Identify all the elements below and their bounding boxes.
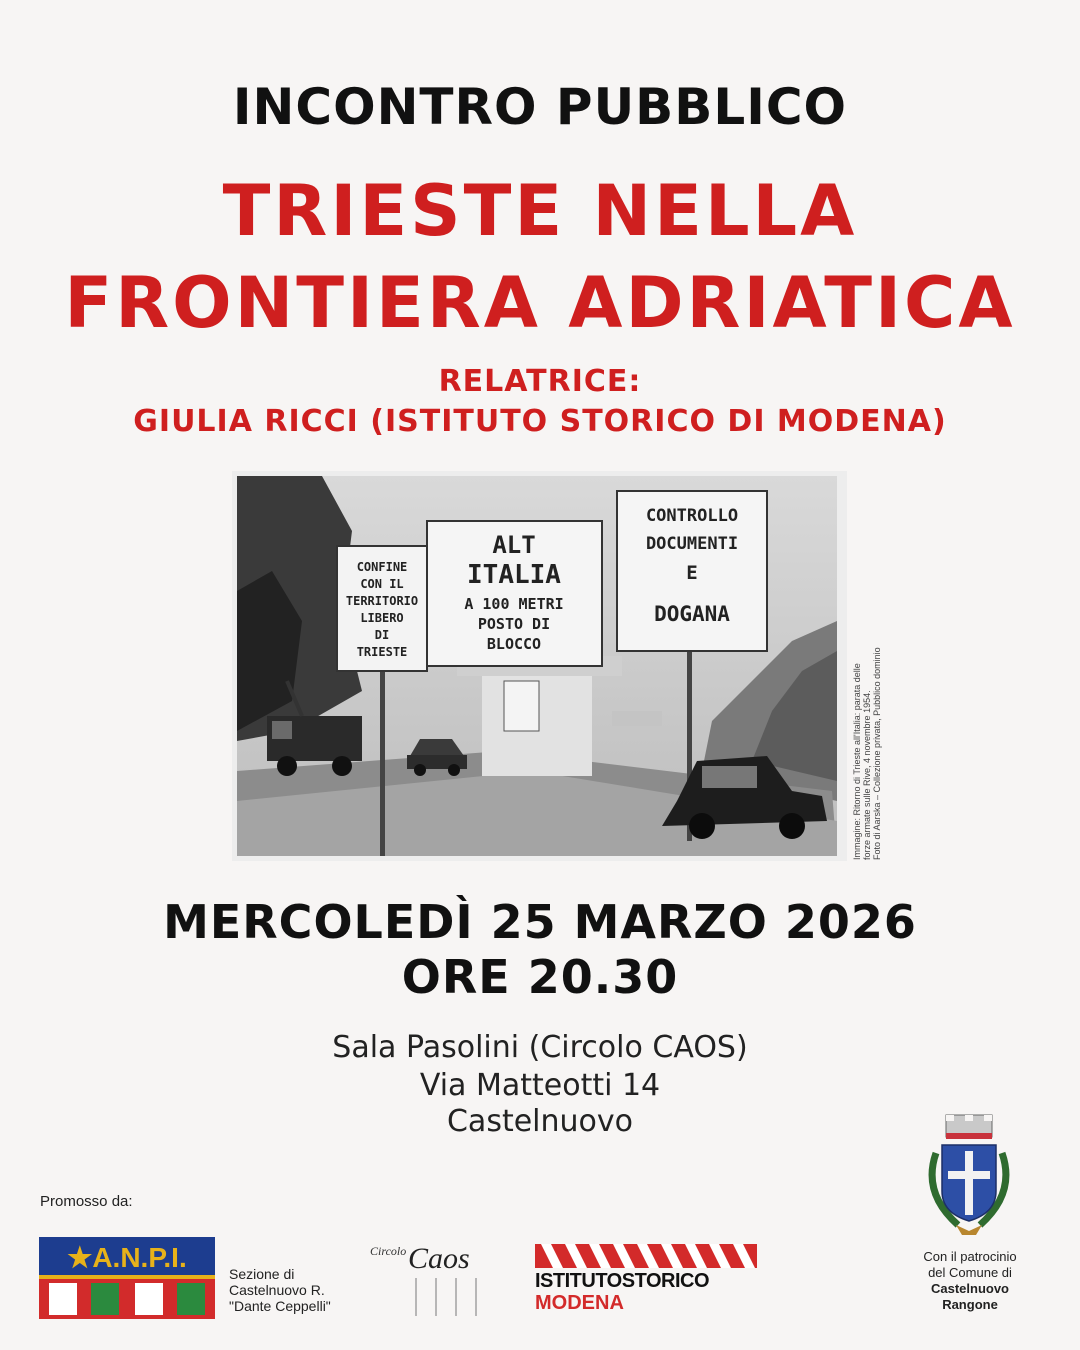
photo-credit-line1: Immagine: Ritorno di Trieste all'Italia: parata delle [852, 663, 862, 860]
sign-left-line1: CONFINE [356, 560, 408, 574]
sign-left-line3: TERRITORIO [345, 594, 419, 608]
patronage-line3: Castelnuovo [930, 1281, 1009, 1296]
anpi-section-line1: Sezione di [229, 1266, 295, 1282]
photo-credit [852, 620, 882, 860]
circolo-caos-logo [366, 1242, 496, 1322]
event-time: ORE 20.30 [401, 950, 679, 1004]
anpi-section-line3: "Dante Ceppelli" [229, 1298, 331, 1314]
sign-center-line2: ITALIA [467, 560, 561, 590]
sign-center-line3: A 100 METRI [464, 595, 564, 613]
istituto-storico-stripes [535, 1244, 757, 1268]
sign-center-line5: BLOCCO [486, 635, 542, 653]
venue-name: Sala Pasolini (Circolo CAOS) [332, 1030, 748, 1065]
sign-left-line2: CON IL [360, 577, 404, 591]
patronage-line4: Rangone [942, 1297, 998, 1312]
sign-right-line3: E [686, 562, 698, 584]
sign-center-line4: POSTO DI [477, 615, 551, 633]
caos-logo-decoration [406, 1278, 496, 1318]
istituto-storico-logo [535, 1244, 757, 1316]
photo-illustration [232, 471, 847, 861]
sign-right-line4: DOGANA [654, 602, 730, 626]
photo-credit-line2: forze armate sulle Rive, 4 novembre 1954. [862, 690, 872, 860]
patronage-text [880, 1249, 1060, 1313]
photo-credit-line3: Foto di Aarska – Collezione privata, Pubblico dominio [872, 647, 882, 860]
venue-address: Via Matteotti 14 [419, 1068, 661, 1103]
caos-logo-big-text: Caos [408, 1242, 470, 1275]
sign-left-line4: LIBERO [360, 611, 404, 625]
speaker-label: RELATRICE: [438, 364, 642, 399]
anpi-section-text [229, 1266, 331, 1314]
event-title-line1: TRIESTE NELLA [222, 170, 858, 252]
sign-left-line5: DI [374, 628, 390, 642]
anpi-logo [39, 1237, 215, 1319]
event-date: MERCOLEDÌ 25 MARZO 2026 [163, 895, 917, 949]
sign-left-line6: TRIESTE [356, 645, 408, 659]
anpi-logo-text: ★A.N.P.I. [67, 1242, 187, 1273]
event-kicker: INCONTRO PUBBLICO [232, 78, 848, 136]
istituto-storico-name: ISTITUTOSTORICO [535, 1270, 709, 1292]
promoted-by-label: Promosso da: [40, 1193, 133, 1210]
sign-right-line1: CONTROLLO [645, 506, 739, 526]
anpi-section-line2: Castelnuovo R. [229, 1282, 325, 1298]
castelnuovo-crest [918, 1113, 1020, 1239]
patronage-line1: Con il patrocinio [923, 1249, 1017, 1264]
istituto-storico-city: MODENA [535, 1292, 624, 1314]
sign-center-line1: ALT [492, 531, 536, 559]
sign-right-line2: DOCUMENTI [645, 534, 739, 554]
venue-city: Castelnuovo [446, 1104, 633, 1139]
event-title-line2: FRONTIERA ADRIATICA [64, 262, 1016, 344]
speaker-name: GIULIA RICCI (ISTITUTO STORICO DI MODENA) [133, 404, 947, 439]
border-checkpoint-photo [232, 471, 847, 861]
caos-logo-small-text: Circolo [370, 1244, 407, 1258]
patronage-line2: del Comune di [928, 1265, 1012, 1280]
